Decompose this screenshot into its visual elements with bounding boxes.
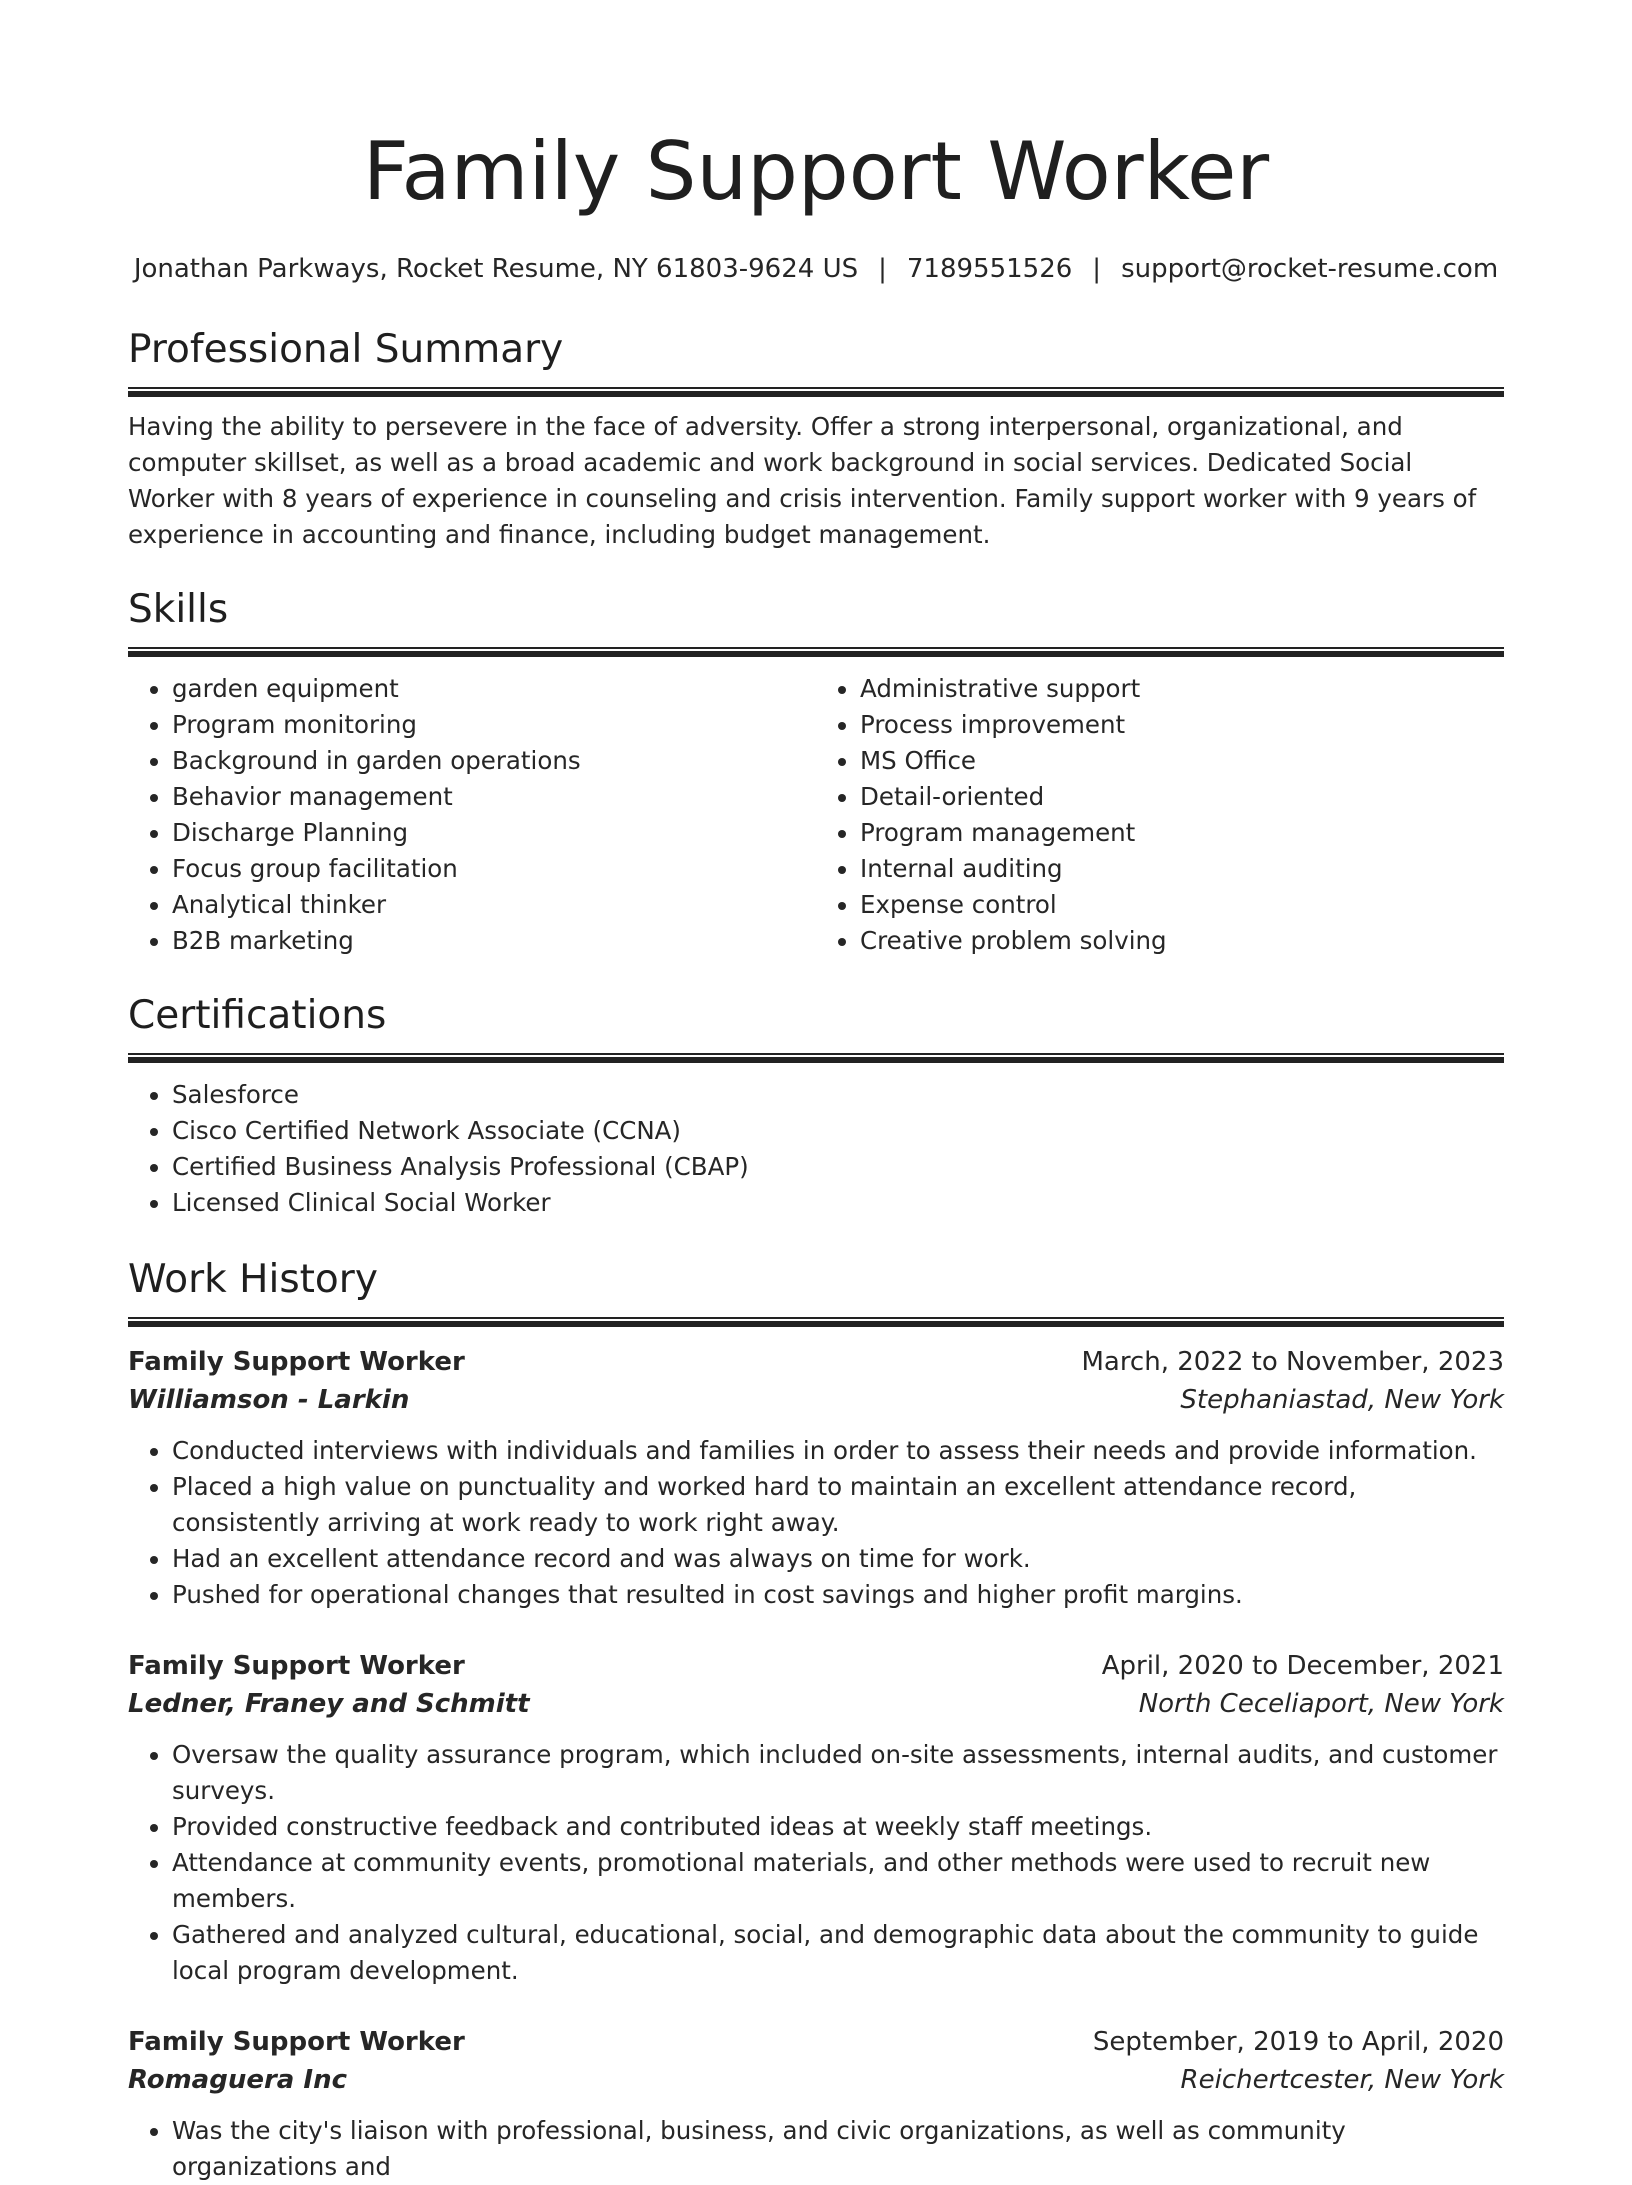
job-duty: • Attendance at community events, promotional materials, and other methods were used to recruit new members.	[172, 1845, 1504, 1917]
skill-item: • B2B marketing	[172, 923, 816, 959]
summary-text: Having the ability to persevere in the face of adversity. Offer a strong interpersonal, organizational, and computer skillset, as well as a broad academic and work background in social services. Dedicated Social Worker with 8 years of experience in counseling and crisis intervention. Family support worker with 9 years of experience in accounting and finance, including budget management.	[128, 412, 1477, 549]
job-duty: • Provided constructive feedback and contributed ideas at weekly staff meetings.	[172, 1809, 1504, 1845]
job-entry	[128, 1343, 1504, 1613]
skill-item: • MS Office	[860, 743, 1504, 779]
job-duty: • Had an excellent attendance record and was always on time for work.	[172, 1541, 1504, 1577]
skill-item: • Process improvement	[860, 707, 1504, 743]
contact-email: support@rocket-resume.com	[1121, 254, 1499, 284]
job-duty: • Was the city's liaison with professional, business, and civic organizations, as well as community organizations and	[172, 2113, 1504, 2185]
job-entry	[128, 1647, 1504, 1989]
certifications-title: Certifications	[128, 993, 387, 1038]
job-location: Reichertcester, New York	[1180, 2065, 1504, 2095]
job-duties	[128, 1433, 1504, 1613]
contact-phone: 7189551526	[906, 254, 1073, 284]
skill-item: • Discharge Planning	[172, 815, 816, 851]
job-duty: • Placed a high value on punctuality and worked hard to maintain an excellent attendance record, consistently arriving at work ready to work right away.	[172, 1469, 1504, 1541]
job-duty: • Oversaw the quality assurance program, which included on-site assessments, internal audits, and customer surveys.	[172, 1737, 1504, 1809]
skill-item: • Background in garden operations	[172, 743, 816, 779]
job-subheader	[128, 1381, 1504, 1419]
job-duties	[128, 2113, 1504, 2185]
work-title: Work History	[128, 1257, 378, 1302]
job-dates: September, 2019 to April, 2020	[1092, 2027, 1504, 2057]
summary-title: Professional Summary	[128, 327, 564, 372]
skills-list-left	[128, 671, 816, 959]
skill-item: • Internal auditing	[860, 851, 1504, 887]
summary-section	[128, 327, 1504, 553]
contact-line	[128, 252, 1504, 286]
contact-separator: |	[878, 254, 887, 284]
skills-title: Skills	[128, 587, 229, 632]
job-dates: March, 2022 to November, 2023	[1081, 1347, 1504, 1377]
section-divider	[128, 387, 1504, 397]
contact-address: Jonathan Parkways, Rocket Resume, NY 61803-9624 US	[133, 254, 859, 284]
skills-section	[128, 587, 1504, 959]
skill-item: • Program management	[860, 815, 1504, 851]
certification-item: • Salesforce	[172, 1077, 1504, 1113]
job-dates: April, 2020 to December, 2021	[1101, 1651, 1504, 1681]
job-duty: • Pushed for operational changes that resulted in cost savings and higher profit margins.	[172, 1577, 1504, 1613]
skill-item: • Creative problem solving	[860, 923, 1504, 959]
job-entry	[128, 2023, 1504, 2185]
job-title: Family Support Worker	[128, 1651, 465, 1681]
contact-separator: |	[1092, 254, 1102, 284]
job-header	[128, 1647, 1504, 1685]
job-location: Stephaniastad, New York	[1180, 1385, 1504, 1415]
job-duty: • Gathered and analyzed cultural, educational, social, and demographic data about the community to guide local program development.	[172, 1917, 1504, 1989]
job-subheader	[128, 1685, 1504, 1723]
skill-item: • garden equipment	[172, 671, 816, 707]
skill-item: • Program monitoring	[172, 707, 816, 743]
skill-item: • Focus group facilitation	[172, 851, 816, 887]
job-header	[128, 1343, 1504, 1381]
certifications-list	[128, 1077, 1504, 1221]
job-company: Romaguera Inc	[128, 2065, 347, 2095]
work-section	[128, 1257, 1504, 2185]
certification-item: • Licensed Clinical Social Worker	[172, 1185, 1504, 1221]
job-subheader	[128, 2061, 1504, 2099]
skills-grid	[128, 671, 1504, 959]
job-title: Family Support Worker	[128, 2027, 465, 2057]
skill-item: • Detail-oriented	[860, 779, 1504, 815]
job-duty: • Conducted interviews with individuals and families in order to assess their needs and provide information.	[172, 1433, 1504, 1469]
skills-list-right	[816, 671, 1504, 959]
job-title: Family Support Worker	[128, 1347, 465, 1377]
section-divider	[128, 1053, 1504, 1063]
job-company: Ledner, Franey and Schmitt	[128, 1689, 530, 1719]
skill-item: • Administrative support	[860, 671, 1504, 707]
resume-name: Family Support Worker	[362, 125, 1270, 218]
job-location: North Ceceliaport, New York	[1138, 1689, 1504, 1719]
job-company: Williamson - Larkin	[128, 1385, 410, 1415]
job-duties	[128, 1737, 1504, 1989]
certification-item: • Certified Business Analysis Professional (CBAP)	[172, 1149, 1504, 1185]
section-divider	[128, 647, 1504, 657]
certifications-section	[128, 993, 1504, 1221]
job-header	[128, 2023, 1504, 2061]
certification-item: • Cisco Certified Network Associate (CCNA)	[172, 1113, 1504, 1149]
skill-item: • Expense control	[860, 887, 1504, 923]
skill-item: • Behavior management	[172, 779, 816, 815]
section-divider	[128, 1317, 1504, 1327]
skill-item: • Analytical thinker	[172, 887, 816, 923]
